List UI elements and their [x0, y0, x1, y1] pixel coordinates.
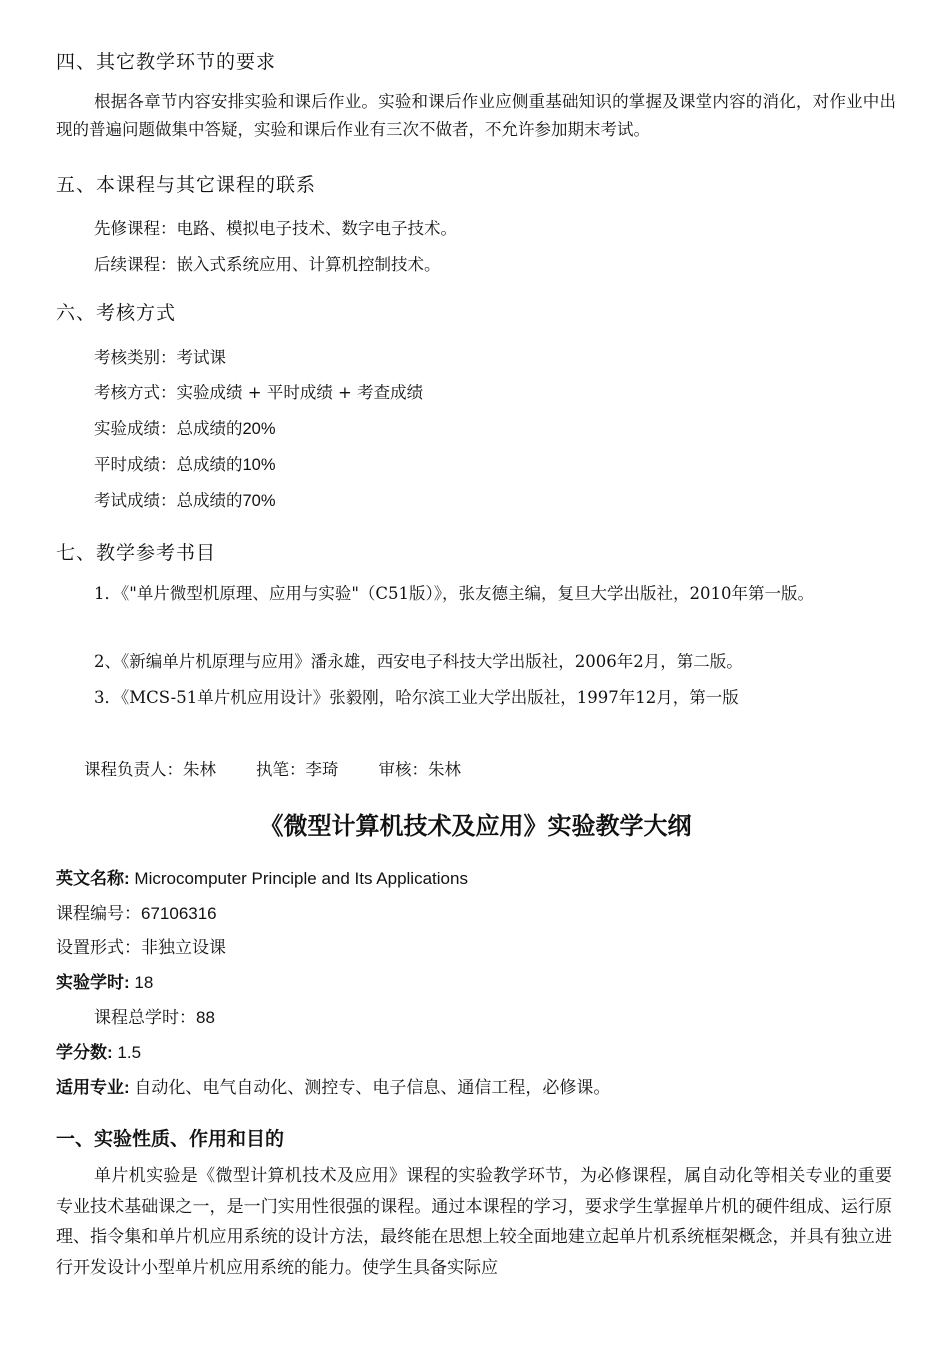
usual-score-label: 平时成绩：总成绩的 — [94, 455, 243, 474]
exam-score-value: 70% — [242, 492, 276, 510]
lab-score-value: 20% — [242, 420, 276, 438]
lab-hours-value: 18 — [134, 973, 154, 992]
prerequisite-courses: 先修课程：电路、模拟电子技术、数字电子技术。 — [94, 219, 457, 238]
setup-form: 设置形式：非独立设课 — [56, 938, 226, 957]
course-writer: 执笔：李琦 — [256, 760, 339, 779]
lab-hours-row — [56, 968, 153, 993]
exam-score-weight — [94, 487, 276, 511]
section-6-heading: 六、考核方式 — [56, 302, 177, 324]
exam-score-label: 考试成绩：总成绩的 — [94, 491, 243, 510]
assessment-type-label: 考核类别：考试课 — [94, 348, 226, 367]
english-name-value: Microcomputer Principle and Its Applications — [134, 869, 468, 888]
reference-2: 2、《新编单片机原理与应用》潘永雄，西安电子科技大学出版社，2006年2月，第二版。 — [94, 652, 743, 671]
course-code: 课程编号：67106316 — [56, 904, 217, 923]
lab-outline-title: 《微型计算机技术及应用》实验教学大纲 — [259, 812, 692, 840]
section-5-heading: 五、本课程与其它课程的联系 — [56, 174, 317, 196]
lab-score-label: 实验成绩：总成绩的 — [94, 419, 243, 438]
signature-line — [84, 756, 461, 780]
assessment-type — [94, 344, 226, 368]
assessment-method — [94, 379, 423, 403]
majors-row — [56, 1073, 610, 1098]
english-name-row — [56, 864, 468, 889]
credits-row — [56, 1038, 141, 1063]
lab-section-1-body: 单片机实验是《微型计算机技术及应用》课程的实验教学环节，为必修课程，属自动化等相关专业的重要专业技术基础课之一，是一门实用性很强的课程。通过本课程的学习，要求学生掌握单片机的硬件组成、运行原理、指令集和单片机应用系统的设计方法，最终能在思想上较全面地建立起单片机系统框架概念，并具有独立进行开发设计小型单片机应用系统的能力。使学生具备实际应 — [56, 1166, 892, 1277]
usual-score-weight — [94, 451, 276, 475]
majors-label: 适用专业: — [56, 1078, 130, 1097]
followup-courses: 后续课程：嵌入式系统应用、计算机控制技术。 — [94, 255, 441, 274]
course-owner: 课程负责人：朱林 — [84, 760, 216, 779]
credits-label: 学分数: — [56, 1043, 113, 1062]
course-reviewer: 审核：朱林 — [378, 760, 461, 779]
section-4-heading: 四、其它教学环节的要求 — [56, 51, 277, 73]
majors-value: 自动化、电气自动化、测控专、电子信息、通信工程，必修课。 — [134, 1078, 611, 1097]
section-7-heading: 七、教学参考书目 — [56, 542, 217, 564]
usual-score-value: 10% — [242, 456, 276, 474]
lab-section-1-heading: 一、实验性质、作用和目的 — [56, 1129, 285, 1150]
reference-1: 1．《"单片微型机原理、应用与实验"（C51版）》，张友德主编，复旦大学出版社，2010年第一版。 — [94, 584, 815, 603]
english-name-label: 英文名称: — [56, 869, 130, 888]
total-hours: 课程总学时：88 — [94, 1008, 215, 1027]
lab-hours-label: 实验学时: — [56, 973, 130, 992]
section-4-body: 根据各章节内容安排实验和课后作业。实验和课后作业应侧重基础知识的掌握及课堂内容的消化，对作业中出现的普遍问题做集中答疑，实验和课后作业有三次不做者，不允许参加期末考试。 — [56, 92, 896, 139]
reference-3: 3．《MCS-51单片机应用设计》张毅刚，哈尔滨工业大学出版社，1997年12月，第一版 — [94, 688, 739, 707]
lab-score-weight — [94, 415, 276, 439]
assessment-method-label: 考核方式：实验成绩 + 平时成绩 + 考查成绩 — [94, 383, 424, 402]
credits-value: 1.5 — [117, 1043, 142, 1062]
